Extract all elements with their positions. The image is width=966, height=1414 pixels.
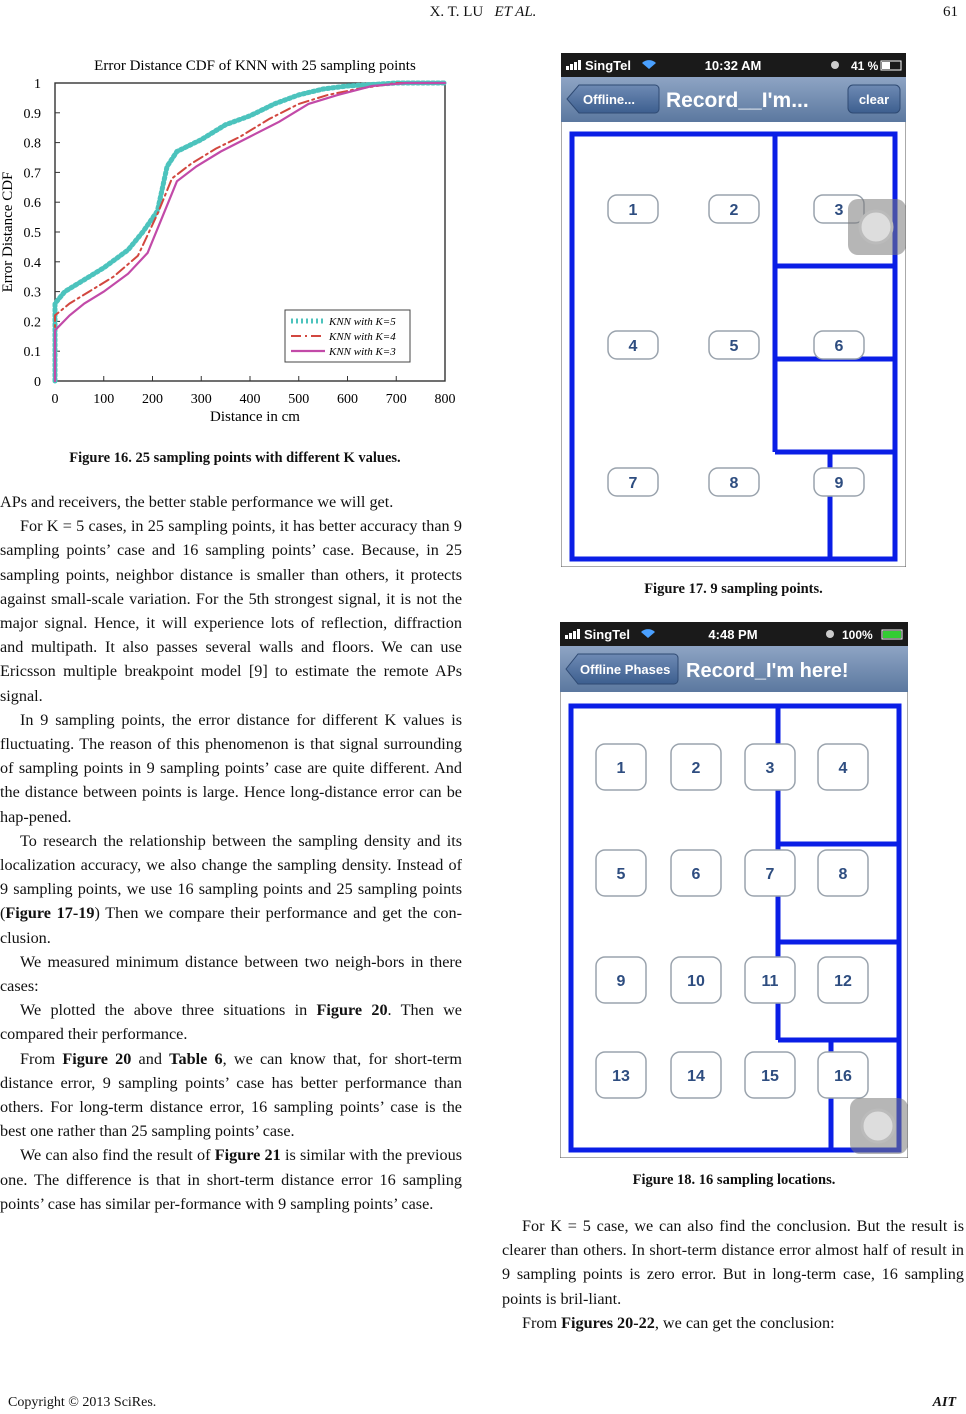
figure-ref[interactable]: Figure 20 (316, 1001, 388, 1020)
y-tick-label: 0.3 (23, 285, 41, 301)
page-number: 61 (943, 4, 958, 20)
x-axis-label: Distance in cm (210, 409, 300, 425)
paragraph (0, 998, 462, 1046)
sampling-point-label: 7 (765, 866, 775, 883)
y-tick-label: 0.4 (23, 255, 41, 271)
figure-ref[interactable]: Figure 17-19 (5, 904, 95, 923)
paragraph (502, 1311, 964, 1335)
text-run: and (131, 1049, 170, 1068)
sampling-point-label: 5 (729, 338, 739, 355)
text-run: From (20, 1049, 63, 1068)
nav-title: Record__I'm... (666, 89, 809, 112)
figure17-phone-screenshot (561, 53, 906, 567)
legend-entry: KNN with K=4 (329, 331, 396, 343)
y-tick-label: 0.9 (23, 106, 41, 122)
paragraph: In 9 sampling points, the error distance for different K values is fluctuating. The reason of this phenomenon is that signal surrounding of sampling points in 9 sampling points’ case are quite different. And the distance between points is large. Hence long-distance error can be hap-pened. (0, 710, 462, 826)
sampling-point-label: 6 (834, 338, 844, 355)
battery-level (883, 631, 901, 638)
sampling-point-label: 12 (834, 973, 852, 990)
legend-entry: KNN with K=3 (329, 346, 396, 358)
sampling-point-label: 3 (834, 202, 844, 219)
paragraph: For K = 5 case, we can also find the conclusion. But the result is clearer than others. In short-term distance error almost half of result in 9 sampling points is zero error. But in long-term case, 16 sampling points is bril-liant. (502, 1217, 964, 1308)
figure16-chart (0, 48, 470, 443)
x-tick-label: 100 (93, 392, 115, 407)
x-tick-label: 800 (434, 392, 456, 407)
text-run: , we can know that, for short-term distance error, 9 sampling points’ case has better performance than others. For long-term distance error, 16 sampling points’ case is the best one rather than 25 sampling points’ case. (0, 1049, 462, 1141)
sampling-point-label: 4 (838, 760, 848, 777)
figure18-caption: Figure 18. 16 sampling locations. (632, 1172, 836, 1188)
clock: 4:48 PM (708, 627, 758, 642)
text-run: is similar with the previous one. The difference is that in short-term distance error 16 sampling points’ case has similar per-formance with 9 sampling points’ case. (0, 1146, 462, 1213)
left-column (0, 490, 462, 1216)
x-tick-label: 700 (385, 392, 407, 407)
sampling-point-label: 6 (691, 866, 701, 883)
lock-icon (831, 61, 839, 69)
y-tick-label: 1 (34, 77, 41, 92)
clear-button-label: clear (858, 92, 890, 107)
sampling-point-label: 2 (729, 202, 739, 219)
x-tick-label: 600 (337, 392, 358, 407)
y-tick-label: 0.5 (23, 226, 41, 241)
sampling-point-label: 11 (761, 973, 779, 990)
x-tick-label: 300 (190, 392, 212, 407)
text-run: . Then we compared their performance. (0, 1001, 462, 1044)
sampling-point-label: 7 (628, 475, 638, 492)
sampling-point-label: 15 (761, 1068, 779, 1085)
text-run: , we can get the conclusion: (654, 1313, 835, 1332)
y-tick-label: 0.1 (23, 345, 41, 361)
battery-label: 100% (842, 628, 873, 642)
running-head-authors: X. T. LU (429, 4, 484, 20)
carrier-label: SingTel (585, 58, 631, 73)
y-tick-label: 0.6 (23, 196, 41, 212)
back-button-label: Offline... (583, 92, 635, 107)
assistive-touch-button[interactable] (848, 199, 906, 255)
paragraph (0, 1143, 462, 1216)
copyright: Copyright © 2013 SciRes. (8, 1395, 157, 1410)
y-tick-label: 0.7 (23, 166, 41, 182)
sampling-point-label: 16 (834, 1068, 852, 1085)
paragraph: For K = 5 cases, in 25 sampling points, it has better accuracy than 9 sampling points’ case and 16 sampling points’ case. Because, in 25 sampling points, neighbor distance is smaller than others, it protects against small-scale variation. For the 5th strongest signal, it is not the major signal. Hence, it will experience lots of reflection, diffraction and multipath. It also passes several walls and floors. We can use Ericsson multiple breakpoint model [9] to estimate the remote APs signal. (0, 517, 462, 705)
figure16-caption: Figure 16. 25 sampling points with different K values. (69, 450, 401, 466)
sampling-point-label: 10 (687, 973, 705, 990)
battery-label: 41 % (851, 59, 879, 73)
y-axis-label: Error Distance CDF (0, 171, 16, 293)
right-column (502, 1214, 964, 1335)
x-tick-label: 0 (51, 392, 59, 407)
sampling-point-label: 9 (834, 475, 844, 492)
nav-title: Record_I'm here! (686, 660, 849, 682)
paragraph: APs and receivers, the better stable performance we will get. (0, 493, 394, 511)
clock: 10:32 AM (704, 58, 762, 73)
sampling-point-label: 5 (616, 866, 626, 883)
figure-ref[interactable]: Figure 21 (214, 1146, 281, 1165)
text-run: To research the relationship between the sampling density and its localization accuracy, we also change the sampling density. Instead of 9 sampling points, we use 16 sampling points and 25 sampling points ( (0, 831, 462, 923)
y-tick-label: 0 (34, 375, 41, 390)
text-run: ) Then we compare their performance and get the con-clusion. (0, 904, 462, 947)
paragraph (0, 1047, 462, 1144)
text-run: From (522, 1313, 562, 1332)
x-tick-label: 400 (239, 392, 261, 407)
legend-entry: KNN with K=5 (329, 316, 396, 328)
lock-icon (826, 630, 834, 638)
text-run: We can also find the result of (20, 1146, 215, 1165)
sampling-point-label: 14 (687, 1068, 705, 1085)
journal-abbrev: AIT (932, 1395, 956, 1410)
sampling-point-label: 1 (616, 760, 626, 777)
sampling-point-label: 1 (628, 202, 638, 219)
back-button-label: Offline Phases (580, 662, 671, 677)
y-tick-label: 0.2 (23, 315, 41, 331)
figure-ref[interactable]: Figure 20 (62, 1049, 132, 1068)
table-ref[interactable]: Table 6 (169, 1049, 223, 1068)
sampling-point-label: 2 (691, 760, 701, 777)
figure-ref[interactable]: Figures 20-22 (561, 1313, 655, 1332)
y-tick-label: 0.8 (23, 136, 41, 152)
running-head-etal: ET AL. (494, 4, 537, 20)
sampling-point-label: 3 (765, 760, 775, 777)
x-tick-label: 200 (142, 392, 163, 407)
running-head (0, 4, 966, 21)
sampling-point-label: 4 (628, 338, 638, 355)
sampling-point-label: 8 (838, 866, 848, 883)
x-tick-label: 500 (288, 392, 310, 407)
figure18-phone-screenshot (560, 622, 908, 1158)
sampling-point-label: 9 (616, 973, 626, 990)
sampling-point-label: 8 (729, 475, 739, 492)
battery-level (882, 62, 890, 69)
figure17-caption: Figure 17. 9 sampling points. (644, 581, 823, 597)
chart-title: Error Distance CDF of KNN with 25 sampling points (94, 58, 416, 74)
sampling-point-label: 13 (612, 1068, 630, 1085)
paragraph: We measured minimum distance between two neigh-bors in there cases: (0, 952, 462, 996)
text-run: We plotted the above three situations in (20, 1001, 317, 1020)
paragraph (0, 829, 462, 950)
carrier-label: SingTel (584, 627, 630, 642)
assistive-touch-button[interactable] (850, 1098, 908, 1154)
